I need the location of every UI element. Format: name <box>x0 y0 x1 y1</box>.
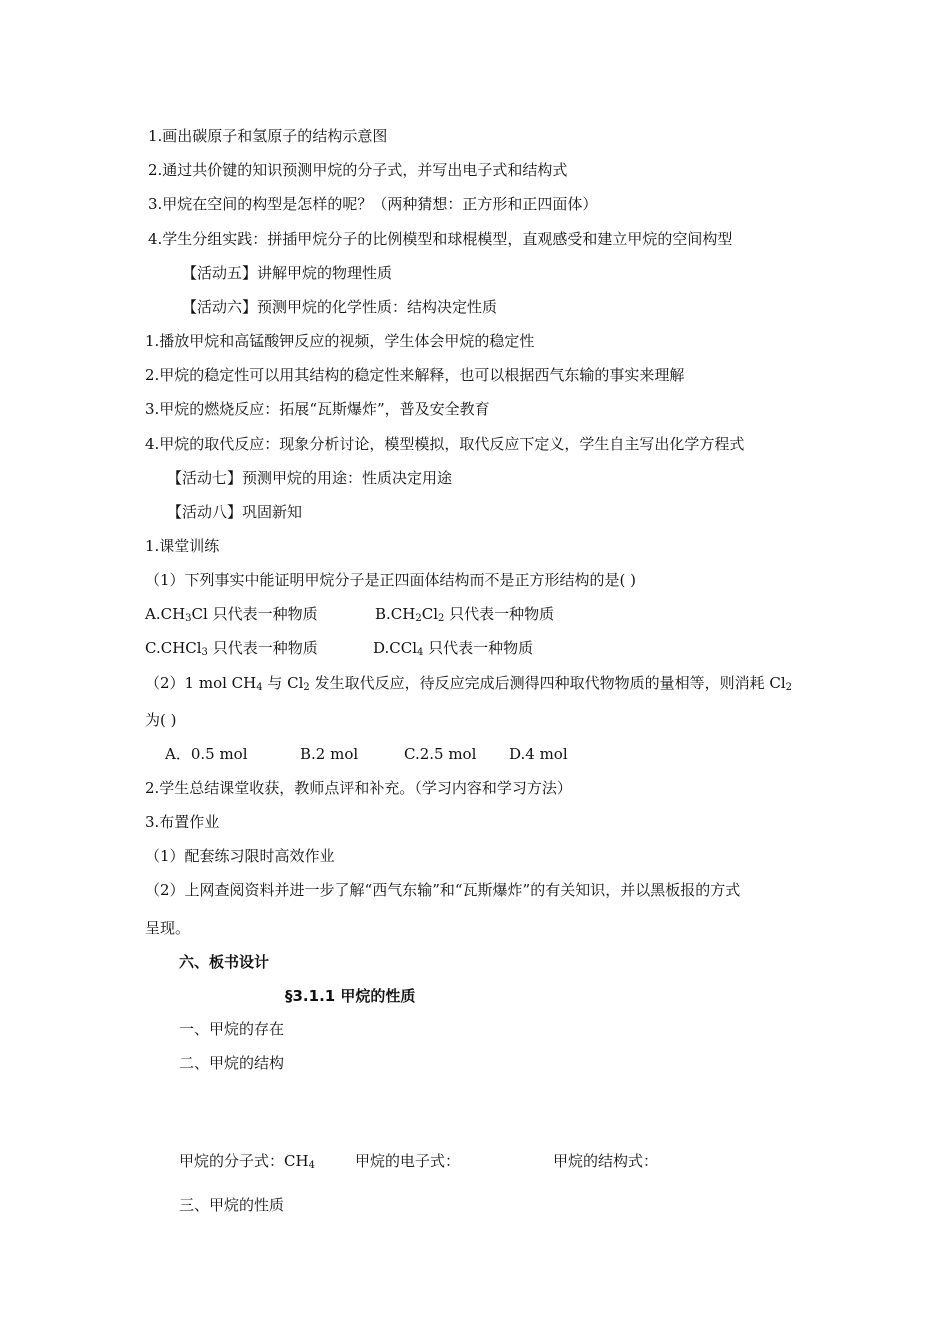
chem-step-1: 1.播放甲烷和高锰酸钾反应的视频，学生体会甲烷的稳定性 <box>145 332 535 350</box>
board-design-heading: 六、板书设计 <box>179 953 270 971</box>
homework-item-2: （2）上网查阅资料并进一步了解“西气东输”和“瓦斯爆炸”的有关知识，并以黑板报的方式 <box>145 881 741 899</box>
electron-formula-label: 甲烷的电子式： <box>355 1152 461 1170</box>
homework-heading: 3.布置作业 <box>145 813 220 831</box>
structure-step-2: 2.通过共价键的知识预测甲烷的分子式，并写出电子式和结构式 <box>148 161 568 179</box>
activity-five: 【活动五】讲解甲烷的物理性质 <box>182 264 393 282</box>
board-title: §3.1.1 甲烷的性质 <box>285 987 416 1005</box>
chem-step-4: 4.甲烷的取代反应：现象分析讨论，模型模拟，取代反应下定义，学生自主写出化学方程式 <box>145 435 745 453</box>
homework-item-1: （1）配套练习限时高效作业 <box>145 847 335 865</box>
activity-seven: 【活动七】预测甲烷的用途：性质决定用途 <box>167 469 453 487</box>
homework-item-2-end: 呈现。 <box>145 919 191 937</box>
structure-step-4: 4.学生分组实践：拼插甲烷分子的比例模型和球棍模型，直观感受和建立甲烷的空间构型 <box>148 230 733 248</box>
molecular-formula: 甲烷的分子式：$CH_4$ <box>179 1152 315 1171</box>
board-item-properties: 三、甲烷的性质 <box>179 1196 285 1214</box>
structure-step-3: 3.甲烷在空间的构型是怎样的呢？（两种猜想：正方形和正四面体） <box>148 195 598 213</box>
question-two-stem: （2）1 mol $CH_4$ 与 $Cl_2$ 发生取代反应，待反应完成后测得四种取代物物质的量相等，则消耗 $Cl_2$ <box>145 674 792 693</box>
practice-heading: 1.课堂训练 <box>145 537 220 555</box>
question-one-stem: （1）下列事实中能证明甲烷分子是正四面体结构而不是正方形结构的是( ) <box>145 571 637 589</box>
class-summary: 2.学生总结课堂收获，教师点评和补充。（学习内容和学习方法） <box>145 779 572 797</box>
question-two-option-d: D.4 mol <box>509 745 568 763</box>
question-two-stem-end: 为( ) <box>145 711 177 729</box>
question-one-option-a: $A.CH_3Cl$ 只代表一种物质 <box>145 605 318 624</box>
structure-step-1: 1.画出碳原子和氢原子的结构示意图 <box>148 127 388 145</box>
question-one-option-d: D.CCl$_4$ 只代表一种物质 <box>373 639 534 658</box>
board-item-existence: 一、甲烷的存在 <box>179 1020 285 1038</box>
chem-step-3: 3.甲烷的燃烧反应：拓展“瓦斯爆炸”，普及安全教育 <box>145 400 490 418</box>
question-one-option-c: C.CHCl$_3$ 只代表一种物质 <box>145 639 318 658</box>
question-two-option-c: C.2.5 mol <box>404 745 477 763</box>
activity-six: 【活动六】预测甲烷的化学性质：结构决定性质 <box>182 298 498 316</box>
structural-formula-label: 甲烷的结构式： <box>553 1152 659 1170</box>
question-two-option-b: B.2 mol <box>300 745 359 763</box>
question-one-option-b: $B.CH_2Cl_2$ 只代表一种物质 <box>375 605 555 624</box>
activity-eight: 【活动八】巩固新知 <box>167 503 303 521</box>
board-item-structure: 二、甲烷的结构 <box>179 1054 285 1072</box>
chem-step-2: 2.甲烷的稳定性可以用其结构的稳定性来解释，也可以根据西气东输的事实来理解 <box>145 366 685 384</box>
question-two-option-a: A．0.5 mol <box>165 745 248 763</box>
